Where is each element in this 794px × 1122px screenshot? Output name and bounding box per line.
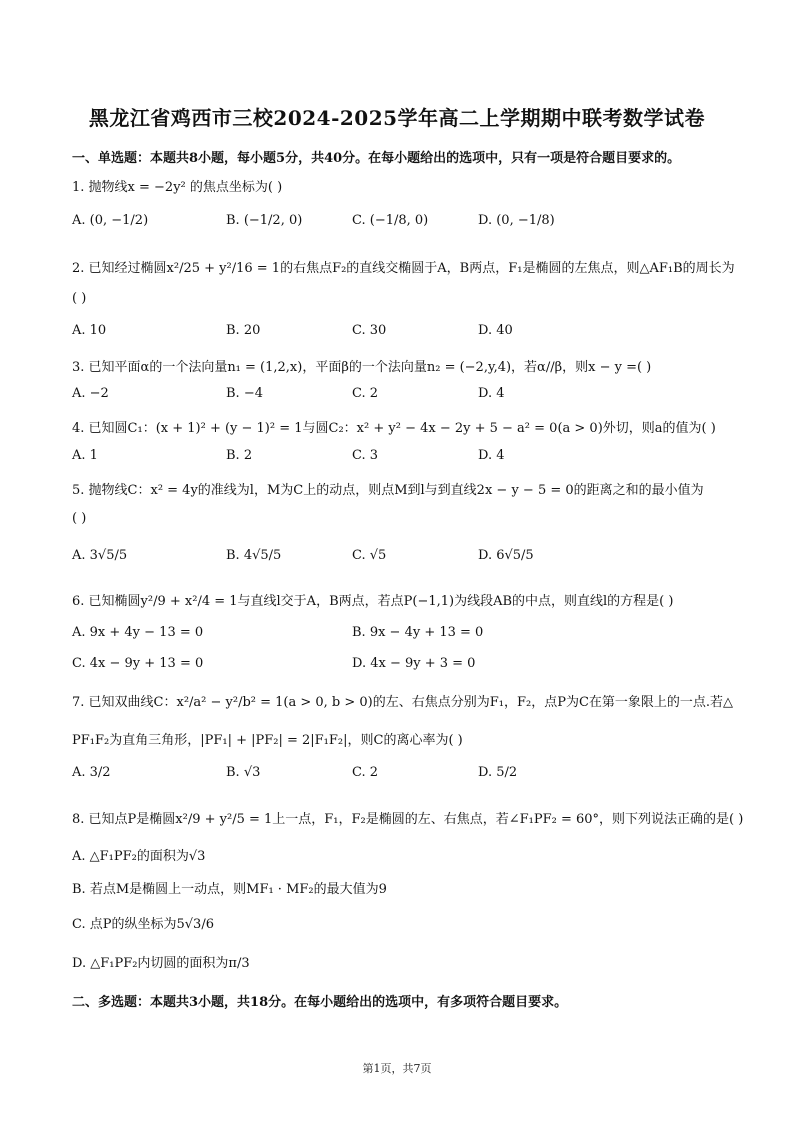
section-1-heading: 一、单选题：本题共8小题，每小题5分，共40分。在每小题给出的选项中，只有一项是符合题目要求的。 — [72, 151, 681, 166]
question-7-option-c: C. 2 — [352, 765, 379, 780]
question-8-option-d: D. △F₁PF₂内切圆的面积为π/3 — [72, 956, 250, 971]
question-6-option-b: B. 9x − 4y + 13 = 0 — [352, 625, 484, 640]
question-8-stem: 8. 已知点P是椭圆x²/9 + y²/5 = 1上一点，F₁，F₂是椭圆的左、右焦点，若∠F₁PF₂ = 60°，则下列说法正确的是( ) — [72, 812, 744, 827]
question-3-option-d: D. 4 — [478, 386, 505, 401]
question-7-stem: 7. 已知双曲线C：x²/a² − y²/b² = 1(a > 0, b > 0)的左、右焦点分别为F₁，F₂，点P为C在第一象限上的一点.若△ — [72, 695, 734, 710]
question-6-option-a: A. 9x + 4y − 13 = 0 — [72, 625, 204, 640]
question-2-stem-cont: ( ) — [72, 291, 87, 306]
question-5-option-a: A. 3√5/5 — [72, 548, 128, 563]
question-7-stem-cont: PF₁F₂为直角三角形，|PF₁| + |PF₂| = 2|F₁F₂|，则C的离心率为( ) — [72, 733, 463, 748]
question-8-option-b: B. 若点M是椭圆上一动点，则MF₁ · MF₂的最大值为9 — [72, 882, 387, 897]
question-3-option-a: A. −2 — [72, 386, 109, 401]
page-title: 黑龙江省鸡西市三校2024-2025学年高二上学期期中联考数学试卷 — [88, 106, 706, 130]
question-6-stem: 6. 已知椭圆y²/9 + x²/4 = 1与直线l交于A，B两点，若点P(−1,1)为线段AB的中点，则直线l的方程是( ) — [72, 594, 674, 609]
question-7-option-d: D. 5/2 — [478, 765, 518, 780]
question-8-option-c: C. 点P的纵坐标为5√3/6 — [72, 917, 214, 932]
question-1-option-b: B. (−1/2, 0) — [226, 213, 303, 228]
question-1-stem: 1. 抛物线x = −2y² 的焦点坐标为( ) — [72, 180, 283, 195]
question-5-option-b: B. 4√5/5 — [226, 548, 282, 563]
question-1-option-a: A. (0, −1/2) — [72, 213, 149, 228]
question-2-option-c: C. 30 — [352, 323, 387, 338]
question-4-stem: 4. 已知圆C₁：(x + 1)² + (y − 1)² = 1与圆C₂：x² + y² − 4x − 2y + 5 − a² = 0(a > 0)外切，则a的值为( ) — [72, 421, 716, 436]
question-3-stem: 3. 已知平面α的一个法向量n₁ = (1,2,x)，平面β的一个法向量n₂ = (−2,y,4)，若α//β，则x − y =( ) — [72, 360, 652, 375]
question-2-option-a: A. 10 — [72, 323, 107, 338]
question-2-option-d: D. 40 — [478, 323, 513, 338]
question-6-option-d: D. 4x − 9y + 3 = 0 — [352, 656, 476, 671]
question-1-option-c: C. (−1/8, 0) — [352, 213, 429, 228]
question-2-stem: 2. 已知经过椭圆x²/25 + y²/16 = 1的右焦点F₂的直线交椭圆于A，B两点，F₁是椭圆的左焦点，则△AF₁B的周长为 — [72, 261, 735, 276]
question-4-option-c: C. 3 — [352, 448, 379, 463]
question-4-option-d: D. 4 — [478, 448, 505, 463]
question-4-option-a: A. 1 — [72, 448, 98, 463]
section-2-heading: 二、多选题：本题共3小题，共18分。在每小题给出的选项中，有多项符合题目要求。 — [72, 995, 568, 1010]
question-1-option-d: D. (0, −1/8) — [478, 213, 555, 228]
page-footer: 第1页，共7页 — [362, 1062, 432, 1075]
question-5-stem: 5. 抛物线C：x² = 4y的准线为l，M为C上的动点，则点M到l与到直线2x − y − 5 = 0的距离之和的最小值为 — [72, 483, 704, 498]
question-5-option-c: C. √5 — [352, 548, 387, 563]
question-4-option-b: B. 2 — [226, 448, 253, 463]
question-8-option-a: A. △F₁PF₂的面积为√3 — [72, 849, 206, 864]
question-5-stem-cont: ( ) — [72, 511, 87, 526]
question-7-option-a: A. 3/2 — [72, 765, 111, 780]
question-5-option-d: D. 6√5/5 — [478, 548, 534, 563]
question-2-option-b: B. 20 — [226, 323, 261, 338]
question-7-option-b: B. √3 — [226, 765, 261, 780]
question-3-option-c: C. 2 — [352, 386, 379, 401]
question-6-option-c: C. 4x − 9y + 13 = 0 — [72, 656, 204, 671]
question-3-option-b: B. −4 — [226, 386, 263, 401]
